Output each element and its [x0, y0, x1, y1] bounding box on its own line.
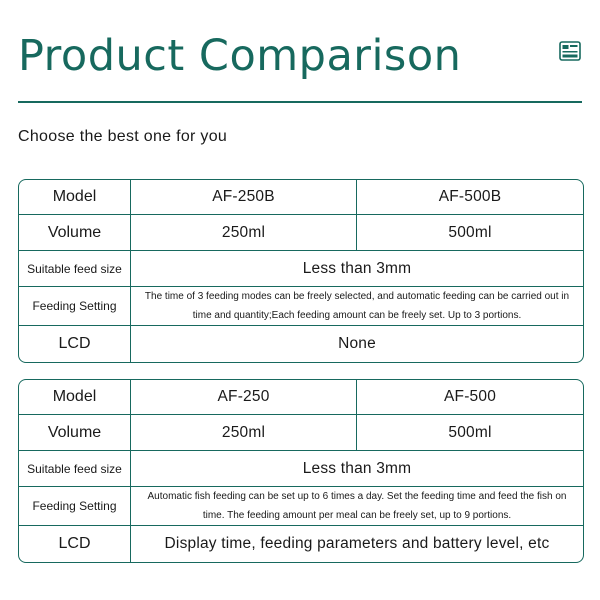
row-label-model: Model	[19, 180, 131, 215]
page-title: Product Comparison	[18, 31, 462, 81]
table-row	[19, 251, 583, 287]
row-label-model: Model	[19, 380, 131, 415]
row-label-lcd: LCD	[19, 326, 131, 362]
comparison-table-b-series	[18, 179, 584, 363]
table-row	[19, 487, 583, 526]
row-label-feeding-setting: Feeding Setting	[19, 487, 131, 526]
model-value: AF-500B	[357, 180, 583, 215]
table-row	[19, 326, 583, 362]
title-divider	[18, 101, 582, 103]
table-row	[19, 526, 583, 562]
table-row	[19, 451, 583, 487]
lcd-value: Display time, feeding parameters and battery level, etc	[164, 535, 550, 552]
feeding-setting-value: The time of 3 feeding modes can be freely selected, and automatic feeding can be carried out in time and quantity;Each feeding amount can be freely set. Up to 3 portions.	[131, 287, 583, 326]
lcd-value: None	[338, 335, 376, 352]
page-subtitle: Choose the best one for you	[18, 128, 228, 145]
table-row	[19, 180, 583, 215]
table-row	[19, 287, 583, 326]
feed-size-value: Less than 3mm	[131, 251, 583, 287]
table-row	[19, 215, 583, 251]
model-value: AF-250B	[131, 180, 357, 215]
volume-value: 250ml	[131, 215, 357, 251]
feeding-setting-value: Automatic fish feeding can be set up to 6 times a day. Set the feeding time and feed the fish on time. The feeding amount per meal can be freely set, up to 9 portions.	[131, 487, 583, 526]
volume-value: 500ml	[357, 415, 583, 451]
feed-size-value: Less than 3mm	[131, 451, 583, 487]
row-label-volume: Volume	[19, 215, 131, 251]
model-value: AF-500	[357, 380, 583, 415]
model-value: AF-250	[131, 380, 357, 415]
row-label-lcd: LCD	[19, 526, 131, 562]
row-label-feed-size: Suitable feed size	[19, 451, 131, 487]
row-label-feeding-setting: Feeding Setting	[19, 287, 131, 326]
comparison-table-standard-series	[18, 379, 584, 563]
row-label-volume: Volume	[19, 415, 131, 451]
fish-feeder-icon	[559, 39, 581, 61]
table-row	[19, 380, 583, 415]
table-row	[19, 415, 583, 451]
volume-value: 250ml	[131, 415, 357, 451]
row-label-feed-size: Suitable feed size	[19, 251, 131, 287]
volume-value: 500ml	[357, 215, 583, 251]
